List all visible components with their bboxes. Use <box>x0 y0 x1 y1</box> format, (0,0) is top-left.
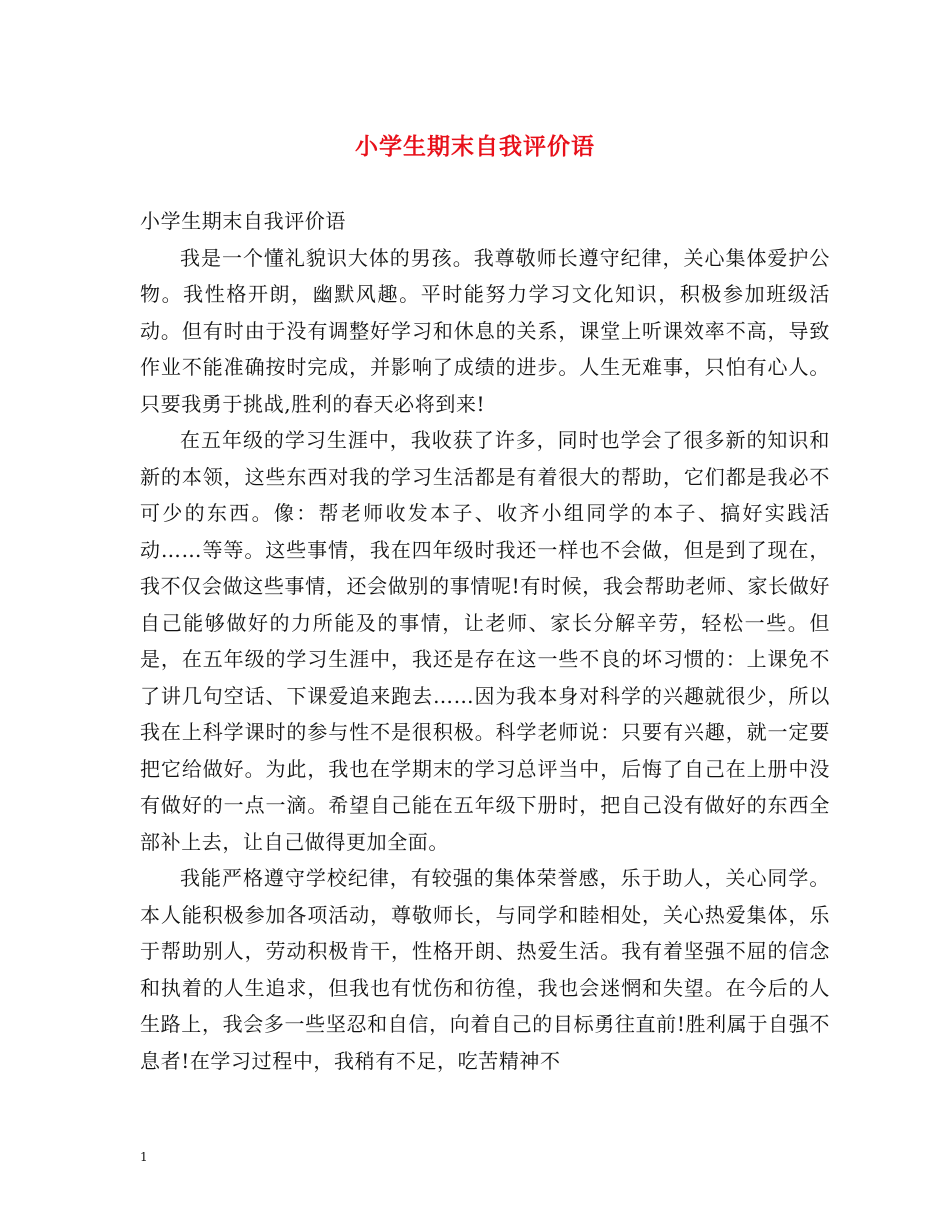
paragraph-3: 我能严格遵守学校纪律，有较强的集体荣誉感，乐于助人，关心同学。本人能积极参加各项活动，尊敬师长，与同学和睦相处，关心热爱集体，乐于帮助别人，劳动积极肯干，性格开朗、热爱生活。我有着坚强不屈的信念和执着的人生追求，但我也有忧伤和彷徨，我也会迷惘和失望。在今后的人生路上，我会多一些坚忍和自信，向着自己的目标勇往直前!胜利属于自强不息者!在学习过程中，我稍有不足，吃苦精神不 <box>140 866 830 1073</box>
paragraph-2: 在五年级的学习生涯中，我收获了许多，同时也学会了很多新的知识和新的本领，这些东西对我的学习生活都是有着很大的帮助，它们都是我必不可少的东西。像：帮老师收发本子、收齐小组同学的本子、搞好实践活动……等等。这些事情，我在四年级时我还一样也不会做，但是到了现在，我不仅会做这些事情，还会做别的事情呢!有时候，我会帮助老师、家长做好自己能够做好的力所能及的事情，让老师、家长分解辛劳，轻松一些。但是，在五年级的学习生涯中，我还是存在这一些不良的坏习惯的：上课免不了讲几句空话、下课爱追来跑去……因为我本身对科学的兴趣就很少，所以我在上科学课时的参与性不是很积极。科学老师说：只要有兴趣，就一定要把它给做好。为此，我也在学期末的学习总评当中，后悔了自己在上册中没有做好的一点一滴。希望自己能在五年级下册时，把自己没有做好的东西全部补上去，让自己做得更加全面。 <box>140 428 830 854</box>
document-body <box>140 203 830 1079</box>
document-subtitle: 小学生期末自我评价语 <box>140 209 346 233</box>
page-number: 1 <box>140 1150 148 1164</box>
paragraph-1: 我是一个懂礼貌识大体的男孩。我尊敬师长遵守纪律，关心集体爱护公物。我性格开朗，幽默风趣。平时能努力学习文化知识，积极参加班级活动。但有时由于没有调整好学习和休息的关系，课堂上听课效率不高，导致作业不能准确按时完成，并影响了成绩的进步。人生无难事，只怕有心人。只要我勇于挑战,胜利的春天必将到来! <box>140 245 830 416</box>
document-title: 小学生期末自我评价语 <box>355 133 595 160</box>
